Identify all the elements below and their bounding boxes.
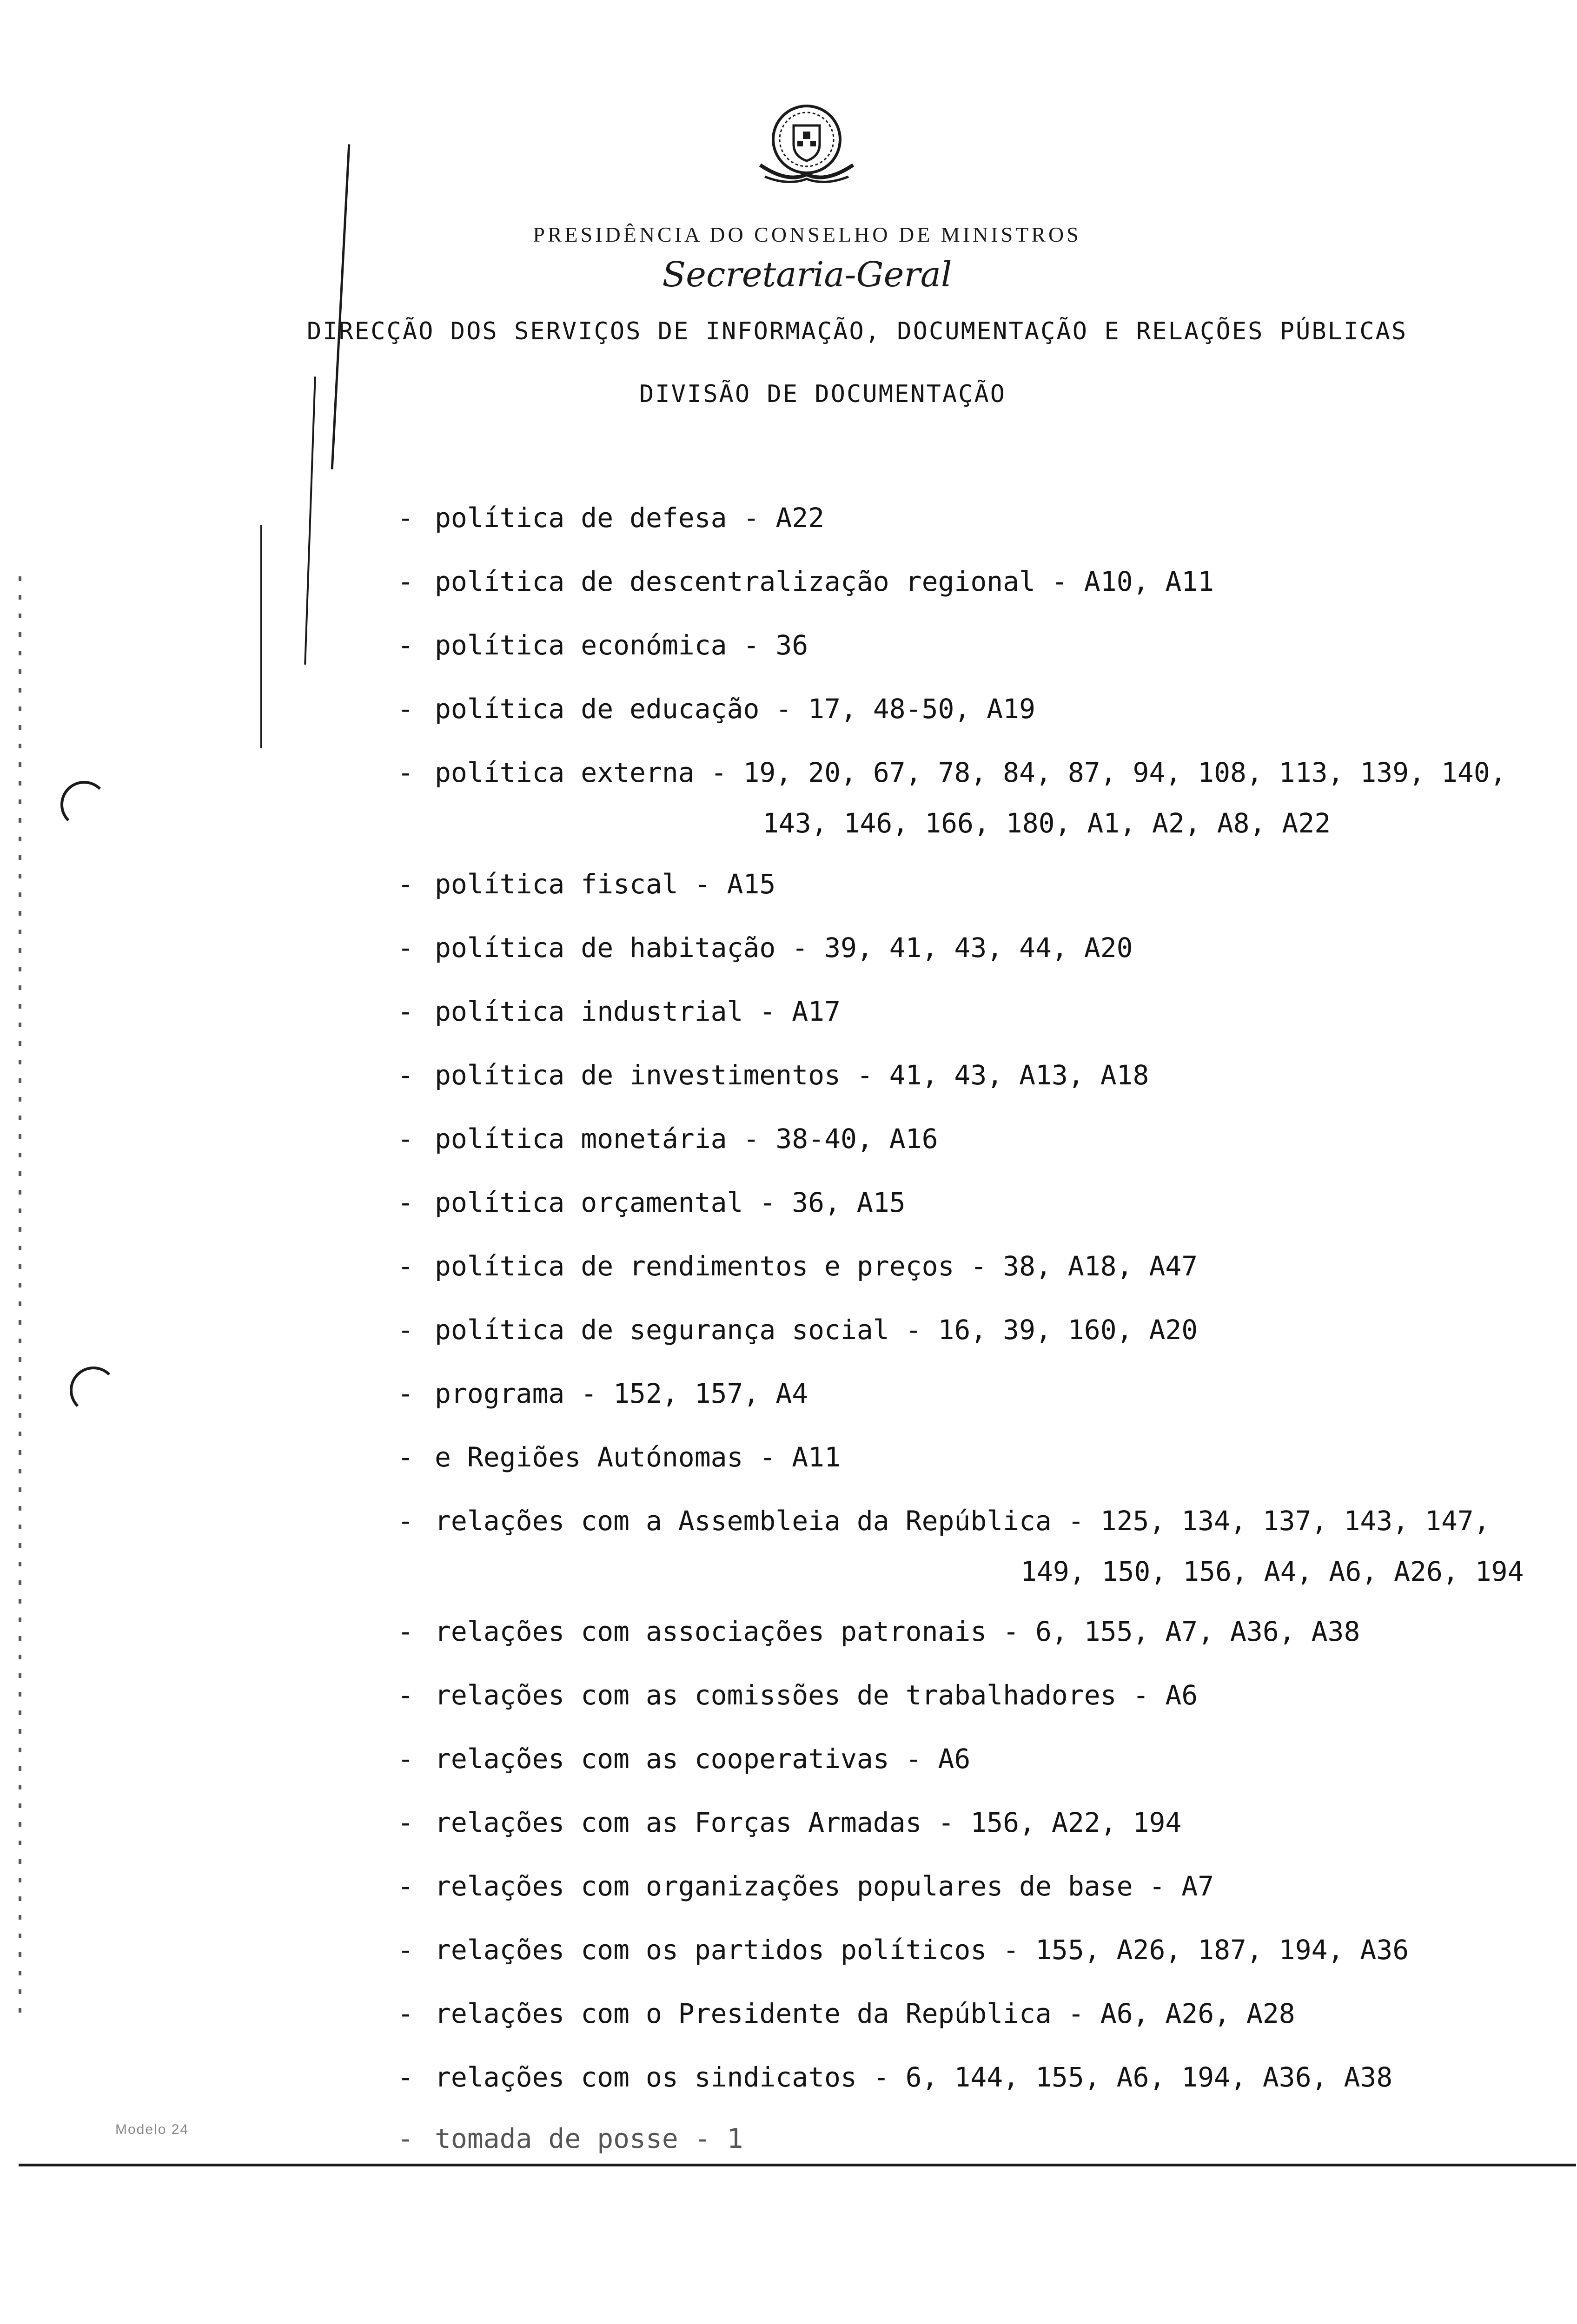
entry-refs: A10, A11 <box>1084 566 1214 597</box>
entry-refs: 41, 43, A13, A18 <box>889 1059 1149 1091</box>
entry-refs: 39, 41, 43, 44, A20 <box>824 932 1133 964</box>
list-item: - política de habitação - 39, 41, 43, 44, A20 <box>398 932 1133 964</box>
bottom-rule <box>19 2164 1576 2166</box>
list-item: - relações com organizações populares de base - A7 <box>398 1870 1214 1902</box>
list-item: - relações com a Assembleia da República - 125, 134, 137, 143, 147, <box>398 1505 1490 1537</box>
scan-arc-mark-lower <box>70 1367 117 1414</box>
entry-term: programa <box>435 1378 565 1409</box>
scan-arc-mark <box>60 781 108 828</box>
list-item: - programa - 152, 157, A4 <box>398 1378 808 1409</box>
entry-refs: 19, 20, 67, 78, 84, 87, 94, 108, 113, 139, 140, <box>743 757 1506 788</box>
scan-margin-line-lower <box>304 376 316 665</box>
entry-term: tomada de posse <box>435 2123 678 2154</box>
list-item: - política orçamental - 36, A15 <box>398 1187 906 1218</box>
entry-term: relações com o Presidente da República <box>435 1998 1052 2029</box>
list-item: - tomada de posse - 1 <box>398 2123 743 2154</box>
entry-term: relações com associações patronais <box>435 1616 987 1647</box>
entry-refs: A22 <box>775 502 825 534</box>
entry-refs: 38-40, A16 <box>775 1123 938 1155</box>
scan-margin-line-left <box>260 525 262 748</box>
list-item: - política de descentralização regional - A10, A11 <box>398 566 1214 597</box>
entry-term: relações com os sindicatos <box>435 2061 857 2093</box>
entry-term: política de segurança social <box>435 1314 889 1346</box>
entry-term: e Regiões Autónomas <box>435 1441 743 1473</box>
entry-refs: 155, A26, 187, 194, A36 <box>1035 1934 1409 1966</box>
directorate-heading: DIRECÇÃO DOS SERVIÇOS DE INFORMAÇÃO, DOCUMENTAÇÃO E RELAÇÕES PÚBLICAS <box>307 317 1408 345</box>
entry-refs: A6, A26, A28 <box>1100 1998 1295 2029</box>
scan-margin-line <box>331 144 351 469</box>
coat-of-arms-icon <box>751 95 862 188</box>
list-item: - política fiscal - A15 <box>398 868 776 900</box>
entry-term: política de descentralização regional <box>435 566 1036 597</box>
list-item: - política económica - 36 <box>398 629 808 661</box>
entry-term: relações com organizações populares de base <box>435 1870 1133 1902</box>
entry-term: política monetária <box>435 1123 727 1155</box>
entry-term: política de investimentos <box>435 1059 841 1091</box>
entry-refs: 125, 134, 137, 143, 147, <box>1100 1505 1490 1537</box>
list-item: - relações com as cooperativas - A6 <box>398 1743 971 1775</box>
entry-term: relações com as Forças Armadas <box>435 1807 922 1838</box>
entry-refs: A6 <box>938 1743 971 1775</box>
list-item: - relações com os sindicatos - 6, 144, 155, A6, 194, A36, A38 <box>398 2061 1393 2093</box>
entry-term: política orçamental <box>435 1187 743 1218</box>
list-item: - política externa - 19, 20, 67, 78, 84, 87, 94, 108, 113, 139, 140, <box>398 757 1506 788</box>
list-item: - política de rendimentos e preços - 38, A18, A47 <box>398 1250 1198 1282</box>
secretariat-script-heading: Secretaria-Geral <box>662 255 952 295</box>
entry-refs: 6, 144, 155, A6, 194, A36, A38 <box>905 2061 1393 2093</box>
entry-refs: 1 <box>727 2123 743 2154</box>
entry-refs-continuation: 143, 146, 166, 180, A1, A2, A8, A22 <box>762 807 1331 839</box>
list-item: - política monetária - 38-40, A16 <box>398 1123 938 1155</box>
division-heading: DIVISÃO DE DOCUMENTAÇÃO <box>639 380 1007 408</box>
list-item: - política de defesa - A22 <box>398 502 825 534</box>
list-item: - relações com os partidos políticos - 155, A26, 187, 194, A36 <box>398 1934 1409 1966</box>
entry-refs: 17, 48-50, A19 <box>808 693 1036 725</box>
entry-term: política de educação <box>435 693 760 725</box>
entry-term: política de habitação <box>435 932 776 964</box>
list-item: - política de investimentos - 41, 43, A13, A18 <box>398 1059 1149 1091</box>
list-item: - e Regiões Autónomas - A11 <box>398 1441 841 1473</box>
entry-refs-continuation: 149, 150, 156, A4, A6, A26, 194 <box>1020 1556 1524 1587</box>
form-model-label: Modelo 24 <box>115 2122 189 2137</box>
entry-refs: A17 <box>792 996 841 1027</box>
entry-refs: 36, A15 <box>792 1187 906 1218</box>
entry-term: relações com a Assembleia da República <box>435 1505 1052 1537</box>
entry-refs: A7 <box>1181 1870 1214 1902</box>
list-item: - relações com as Forças Armadas - 156, A22, 194 <box>398 1807 1182 1838</box>
entry-term: política de defesa <box>435 502 727 534</box>
entry-refs: A15 <box>727 868 776 900</box>
entry-term: relações com as comissões de trabalhadores <box>435 1679 1117 1711</box>
entry-refs: A11 <box>792 1441 841 1473</box>
list-item: - política industrial - A17 <box>398 996 841 1027</box>
entry-refs: A6 <box>1165 1679 1198 1711</box>
entry-refs: 156, A22, 194 <box>970 1807 1182 1838</box>
entry-refs: 38, A18, A47 <box>1003 1250 1198 1282</box>
entry-term: relações com as cooperativas <box>435 1743 889 1775</box>
entry-term: política externa <box>435 757 695 788</box>
presidency-heading: PRESIDÊNCIA DO CONSELHO DE MINISTROS <box>533 223 1081 246</box>
list-item: - relações com o Presidente da República - A6, A26, A28 <box>398 1998 1295 2029</box>
entry-term: política fiscal <box>435 868 678 900</box>
list-item: - relações com as comissões de trabalhadores - A6 <box>398 1679 1198 1711</box>
entry-term: política industrial <box>435 996 743 1027</box>
scan-punch-marks <box>19 576 21 2017</box>
list-item: - relações com associações patronais - 6, 155, A7, A36, A38 <box>398 1616 1360 1647</box>
entry-term: política de rendimentos e preços <box>435 1250 954 1282</box>
entry-refs: 6, 155, A7, A36, A38 <box>1035 1616 1360 1647</box>
entry-refs: 152, 157, A4 <box>613 1378 808 1409</box>
list-item: - política de segurança social - 16, 39, 160, A20 <box>398 1314 1198 1346</box>
entry-term: política económica <box>435 629 727 661</box>
list-item: - política de educação - 17, 48-50, A19 <box>398 693 1036 725</box>
entry-refs: 16, 39, 160, A20 <box>938 1314 1198 1346</box>
entry-refs: 36 <box>775 629 808 661</box>
entry-term: relações com os partidos políticos <box>435 1934 987 1966</box>
